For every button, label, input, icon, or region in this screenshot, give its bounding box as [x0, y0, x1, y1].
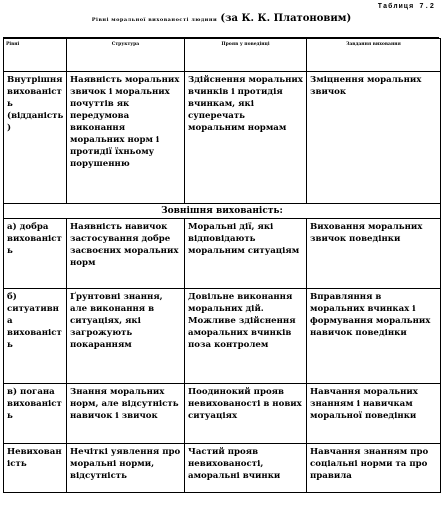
- task-cell: Навчання моральних знанням і навичкам моральної поведінки: [307, 384, 441, 444]
- header-task: Завдання виховання: [307, 39, 441, 72]
- header-behavior: Прояв у поведінці: [185, 39, 307, 72]
- level-cell: б) ситуативна вихованість: [4, 289, 67, 384]
- structure-cell: Ґрунтовні знання, але виконання в ситуаціях, які загрожують покаранням: [67, 289, 185, 384]
- structure-cell: Наявність моральних звичок і моральних почуттів як передумова виконання моральних норм і протидії їхньому порушенню: [67, 72, 185, 204]
- table-title: [0, 13, 443, 24]
- level-cell: Внутрішня вихованість (відданість): [4, 72, 67, 204]
- table-number: Таблиця 7.2: [377, 3, 435, 11]
- table-row: [4, 72, 441, 204]
- task-cell: Зміцнення моральних звичок: [307, 72, 441, 204]
- level-cell: Невихованість: [4, 444, 67, 493]
- task-cell: Навчання знанням про соціальні норми та про правила: [307, 444, 441, 493]
- level-cell: в) погана вихованість: [4, 384, 67, 444]
- table-row: [4, 219, 441, 289]
- behavior-cell: Здійснення моральних вчинків і протидія вчинкам, які суперечать моральним нормам: [185, 72, 307, 204]
- level-cell: а) добра вихованість: [4, 219, 67, 289]
- behavior-cell: Довільне виконання моральних дій. Можливе здійснення аморальних вчинків поза контролем: [185, 289, 307, 384]
- title-prefix: Рівні моральної вихованості людини: [91, 17, 218, 23]
- title-suffix: (за К. К. Платоновим): [220, 13, 352, 24]
- moral-levels-table: [3, 38, 441, 493]
- table-row: [4, 384, 441, 444]
- table-row: [4, 444, 441, 493]
- header-levels: Рівні: [4, 39, 67, 72]
- table-header-row: [4, 39, 441, 72]
- behavior-cell: Моральні дії, які відповідають моральним ситуаціям: [185, 219, 307, 289]
- structure-cell: Знання моральних норм, але відсутність навичок і звичок: [67, 384, 185, 444]
- section-header-row: [4, 204, 441, 219]
- behavior-cell: Поодинокий прояв невихованості в нових ситуаціях: [185, 384, 307, 444]
- section-header: Зовнішня вихованість:: [4, 204, 441, 219]
- task-cell: Вправляння в моральних вчинках і формування моральних навичок поведінки: [307, 289, 441, 384]
- task-cell: Виховання моральних звичок поведінки: [307, 219, 441, 289]
- structure-cell: Наявність навичок застосування добре засвоєних моральних норм: [67, 219, 185, 289]
- header-structure: Структура: [67, 39, 185, 72]
- behavior-cell: Частий прояв невихованості, аморальні вчинки: [185, 444, 307, 493]
- structure-cell: Нечіткі уявлення про моральні норми, відсутність: [67, 444, 185, 493]
- table-row: [4, 289, 441, 384]
